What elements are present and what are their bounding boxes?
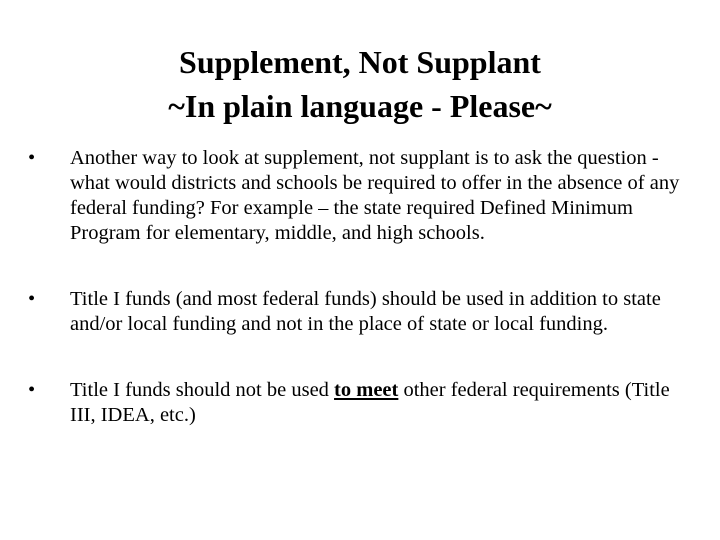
title-line-2: ~In plain language - Please~ <box>168 88 552 124</box>
bullet-text-after: other federal requirements (Title III, IDEA, etc.) <box>70 379 670 426</box>
bullet-text: Another way to look at supplement, not supplant is to ask the question - what would districts and schools be required to offer in the absence of any federal funding? For example – the state required Defined Minimum Program for elementary, middle, and high schools. <box>70 147 680 244</box>
bullet-marker: • <box>28 288 36 310</box>
bullet-list <box>28 146 688 428</box>
bullet-item <box>28 378 688 428</box>
bullet-emphasis: to meet <box>334 379 399 401</box>
bullet-text: Title I funds (and most federal funds) should be used in addition to state and/or local funding and not in the place of state or local funding. <box>70 288 661 335</box>
bullet-marker: • <box>28 147 36 169</box>
bullet-item <box>28 146 688 246</box>
bullet-text-before: Title I funds should not be used <box>70 379 335 401</box>
title-line-1: Supplement, Not Supplant <box>179 44 541 80</box>
bullet-item <box>28 287 688 337</box>
slide-title <box>0 40 720 128</box>
bullet-marker: • <box>28 379 36 401</box>
